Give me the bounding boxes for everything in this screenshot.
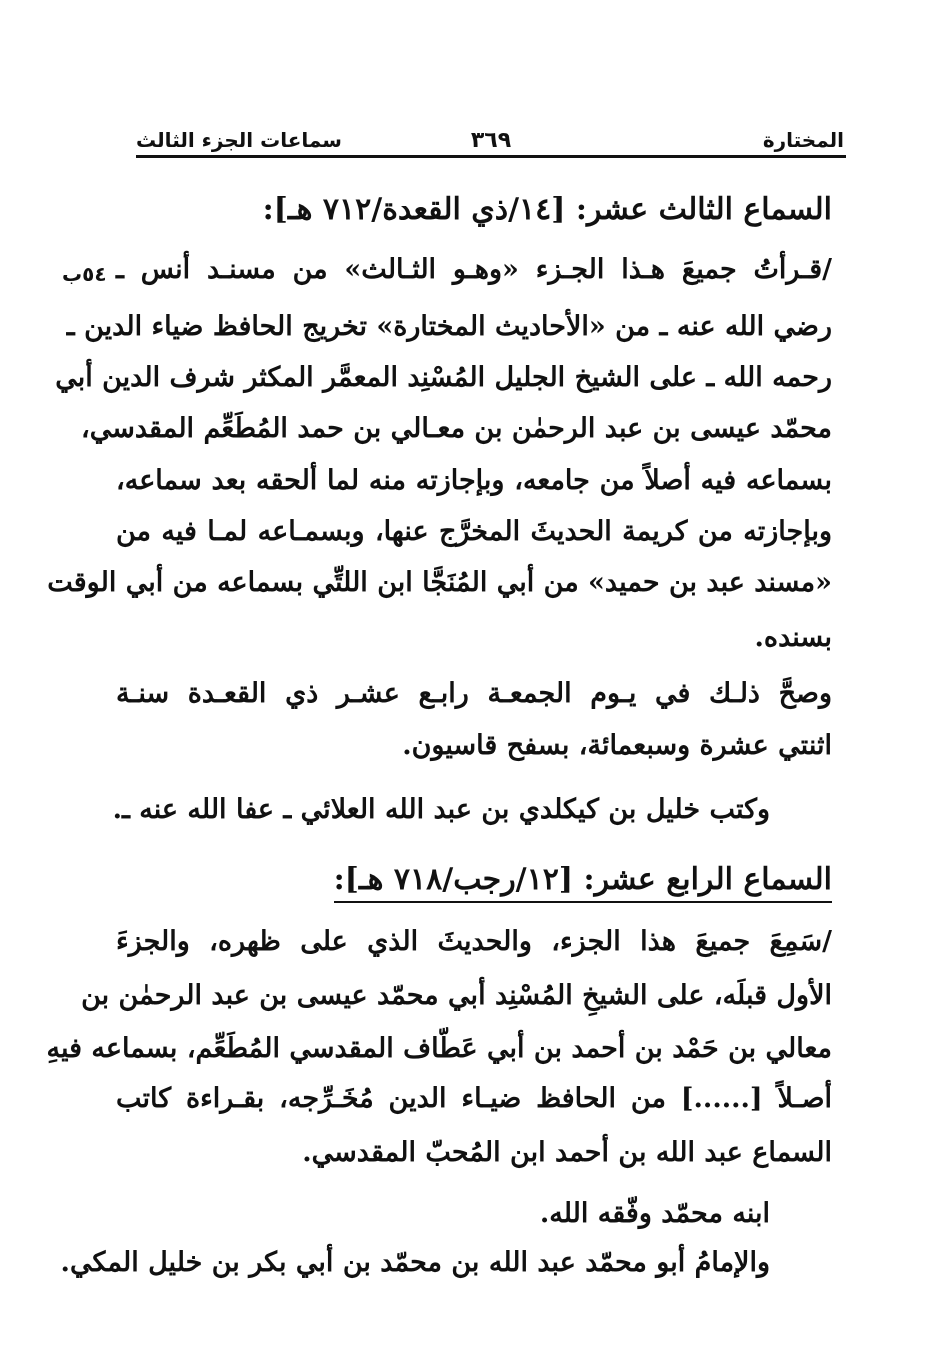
header-book-title: المختارة [762,128,844,152]
text-line: /سَمِعَ جميعَ هذا الجزء، والحديثَ الذي على ظهره، والجزءَ [116,926,832,957]
text-line: السماع عبد الله بن أحمد ابن المُحبّ المقدسي. [302,1137,832,1168]
section-14-heading: السماع الرابع عشر: [١٢/رجب/٧١٨ هـ]: [334,862,832,903]
text-line: «مسند عبد بن حميد» من أبي المُنَجَّا ابن اللتِّي بسماعه من أبي الوقت [47,567,832,598]
header-section-title: سماعات الجزء الثالث [136,128,342,152]
text-line: والإمامُ أبو محمّد عبد الله بن محمّد بن أبي بكر بن خليل المكي. [60,1247,770,1278]
margin-folio-note: ٥٤ب [62,262,107,286]
text-line: /قـرأتُ جميعَ هـذا الجـزء «وهـو الثـالث» من مسنـد أنس ـ [116,254,832,285]
header-rule [136,155,846,158]
text-line: وصحَّ ذلـك في يـوم الجمعـة رابـع عشـر ذي القعـدة سنـة [116,678,832,709]
text-line: محمّد عيسى بن عبد الرحمٰن بن معـالي بن حمد المُطَعِّم المقدسي، [81,413,832,444]
text-line: رحمه الله ـ على الشيخ الجليل المُسْنِد المعمَّر المكثر شرف الدين أبي [55,362,832,393]
text-line: الأول قبلَه، على الشيخِ المُسْنِد أبي محمّد عيسى بن عبد الرحمٰن بن [81,980,832,1011]
text-line: بسنده. [754,622,832,653]
text-line: أصـلاً [......] من الحافظ ضيـاء الدين مُخَـرِّجه، بقـراءة كاتب [116,1083,832,1114]
text-line: وبإجازته من كريمة الحديثَ المخرَّج عنها، وبسمـاعه لمـا فيه من [116,516,832,547]
section-13-heading: السماع الثالث عشر: [١٤/ذي القعدة/٧١٢ هـ]: [262,192,832,227]
page-number: ٣٦٩ [470,128,512,153]
text-line: رضي الله عنه ـ من «الأحاديث المختارة» تخريج الحافظ ضياء الدين ـ [66,311,832,342]
running-header [136,122,846,158]
text-line: اثنتي عشرة وسبعمائة، بسفح قاسيون. [402,730,832,761]
text-line: معالي بن حَمْد بن أحمد بن أبي عَطّاف المقدسي المُطَعِّم، بسماعه فيهِ [46,1033,832,1064]
text-line: بسماعه فيه أصلاً من جامعه، وبإجازته منه لما ألحقه بعد سماعه، [116,465,832,496]
text-line: ابنه محمّد وفّقه الله. [539,1198,770,1229]
signature-line: وكتب خليل بن كيكلدي بن عبد الله العلائي ـ عفا الله عنه ـ. [112,794,770,825]
